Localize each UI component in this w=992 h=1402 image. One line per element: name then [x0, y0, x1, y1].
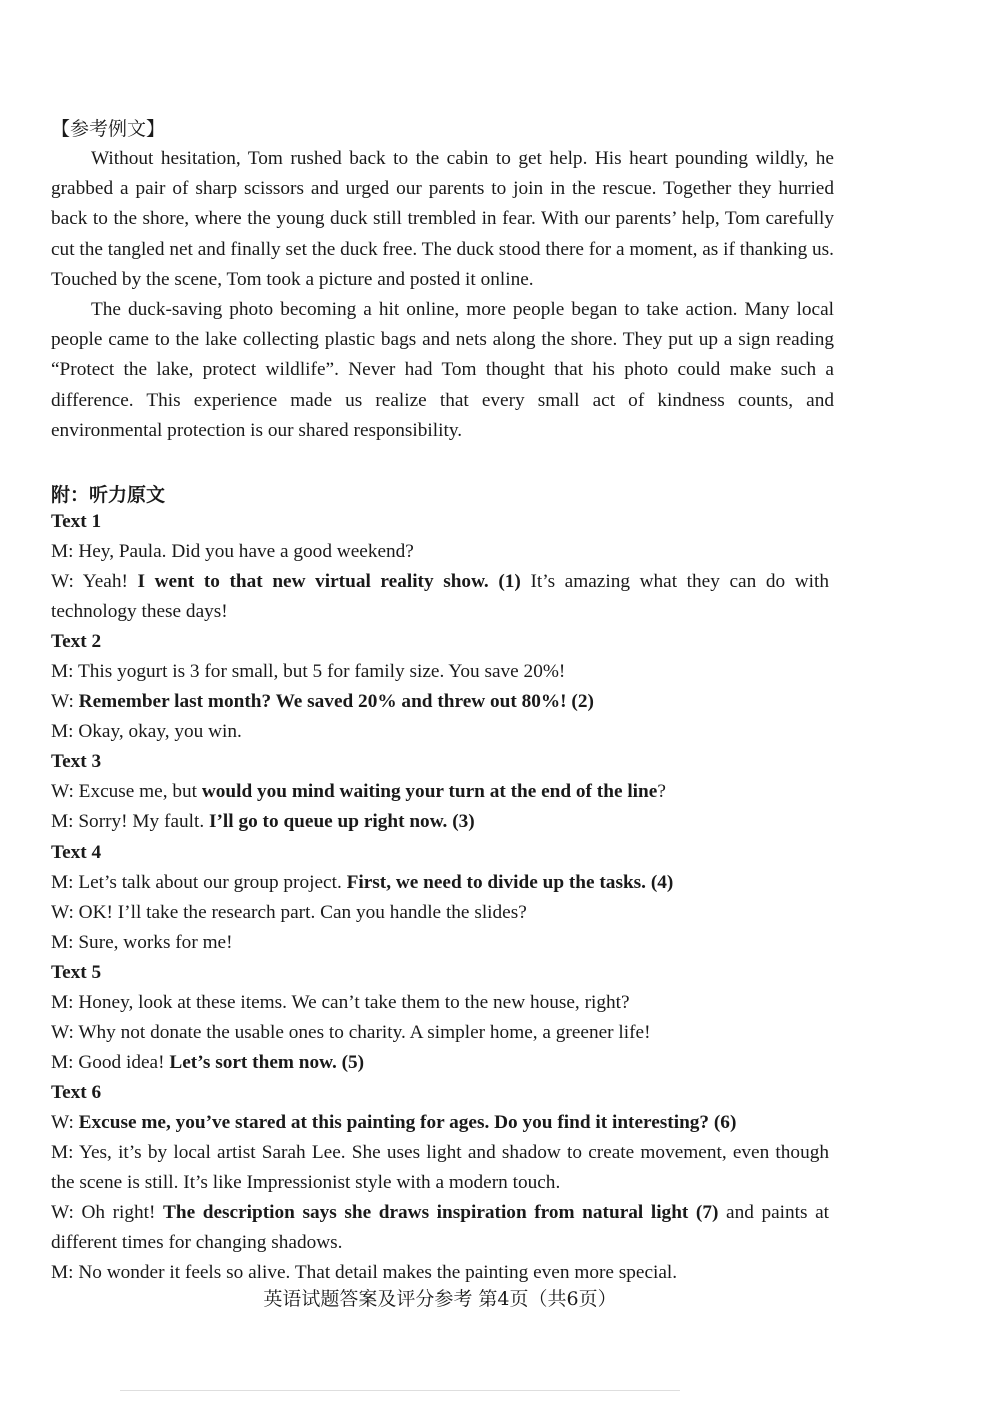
dialogue-line: [51, 868, 829, 898]
dialogue-line: [51, 898, 829, 928]
transcript-text-title: Text 1: [51, 511, 102, 532]
speaker-label: M:: [51, 931, 79, 953]
dialogue-line: [51, 657, 829, 687]
dialogue-text: ?: [657, 781, 666, 803]
speaker-label: M:: [51, 991, 79, 1013]
dialogue-text: Yeah!: [82, 571, 138, 593]
dialogue-line: [51, 1258, 829, 1288]
speaker-label: M:: [51, 721, 79, 743]
dialogue-text: Yes, it’s by local artist Sarah Lee. She uses light and shadow to create movement, even though the scene is still. It’s like Impressionist style with a modern touch.: [51, 1141, 829, 1194]
dialogue-text: Hey, Paula. Did you have a good weekend?: [78, 541, 414, 563]
answer-key-phrase: I’ll go to queue up right now. (3): [209, 811, 475, 833]
dialogue-line: [51, 687, 829, 717]
answer-key-phrase: Remember last month? We saved 20% and threw out 80%! (2): [78, 691, 594, 713]
speaker-label: M:: [51, 1051, 79, 1073]
answer-key-phrase: I went to that new virtual reality show. (1): [137, 571, 521, 593]
speaker-label: W:: [51, 781, 79, 803]
answer-key-phrase: First, we need to divide up the tasks. (4): [346, 871, 674, 893]
answer-key-phrase: would you mind waiting your turn at the end of the line: [201, 781, 658, 803]
model-essay: [51, 144, 834, 446]
answer-key-phrase: Excuse me, you’ve stared at this painting for ages. Do you find it interesting? (6): [78, 1111, 737, 1133]
dialogue-line: [51, 717, 829, 747]
dialogue-text: Honey, look at these items. We can’t take them to the new house, right?: [78, 991, 630, 1013]
speaker-label: M:: [51, 661, 78, 683]
dialogue-text: Good idea!: [78, 1051, 170, 1073]
dialogue-line: [51, 1198, 829, 1258]
dialogue-line: [51, 928, 829, 958]
speaker-label: W:: [51, 691, 79, 713]
essay-heading: 【参考例文】: [51, 118, 166, 140]
scan-edge-line: [120, 1390, 680, 1391]
dialogue-line: [51, 807, 829, 837]
transcript-text-title: Text 4: [51, 841, 102, 863]
speaker-label: M:: [51, 1141, 79, 1163]
speaker-label: W:: [51, 901, 79, 923]
speaker-label: M:: [51, 1262, 79, 1284]
speaker-label: W:: [51, 1202, 82, 1224]
speaker-label: M:: [51, 871, 79, 893]
dialogue-text: Excuse me, but: [78, 781, 202, 803]
dialogue-line: [51, 537, 829, 567]
answer-key-phrase: The description says she draws inspiration from natural light (7): [163, 1202, 719, 1224]
dialogue-text: No wonder it feels so alive. That detail makes the painting even more special.: [78, 1262, 678, 1284]
transcript-text-title: Text 6: [51, 1081, 102, 1103]
appendix-title: 附：听力原文: [51, 484, 166, 506]
dialogue-line: [51, 1048, 829, 1078]
dialogue-text: OK! I’ll take the research part. Can you handle the slides?: [78, 901, 527, 923]
essay-paragraph: Without hesitation, Tom rushed back to the cabin to get help. His heart pounding wildly, he grabbed a pair of sharp scissors and urged our parents to join in the rescue. Together they hurried back to the shore, where the young duck still trembled in fear. With our parents’ help, Tom carefully cut the tangled net and finally set the duck free. The duck stood there for a moment, as if thanking us. Touched by the scene, Tom took a picture and posted it online.: [51, 148, 834, 290]
speaker-label: W:: [51, 1021, 79, 1043]
dialogue-text: It’s amazing what they can do with technology these days!: [51, 571, 829, 623]
transcript-text-title: Text 5: [51, 961, 102, 983]
speaker-label: M:: [51, 811, 79, 833]
dialogue-line: [51, 1018, 829, 1048]
dialogue-text: Let’s talk about our group project.: [78, 871, 347, 893]
speaker-label: W:: [51, 571, 83, 593]
speaker-label: M:: [51, 541, 79, 563]
essay-paragraph: The duck-saving photo becoming a hit online, more people began to take action. Many local people came to the lake collecting plastic bags and nets along the shore. They put up a sign reading “Protect the lake, protect wildlife”. Never had Tom thought that his photo could make such a difference. This experience made us realize that every small act of kindness counts, and environmental protection is our shared responsibility.: [51, 299, 834, 441]
dialogue-text: Sure, works for me!: [78, 931, 233, 953]
dialogue-line: [51, 567, 829, 627]
dialogue-text: This yogurt is 3 for small, but 5 for family size. You save 20%!: [77, 661, 566, 683]
dialogue-line: [51, 1108, 829, 1138]
speaker-label: W:: [51, 1111, 79, 1133]
dialogue-line: [51, 1138, 829, 1198]
dialogue-line: [51, 777, 829, 807]
dialogue-line: [51, 988, 829, 1018]
dialogue-text: Okay, okay, you win.: [78, 721, 242, 743]
transcript-text-title: Text 3: [51, 751, 102, 773]
dialogue-text: Oh right!: [81, 1202, 164, 1224]
dialogue-text: and paints at different times for changing shadows.: [51, 1202, 830, 1254]
page-footer: 英语试题答案及评分参考 第4页（共6页）: [263, 1288, 617, 1310]
answer-key-phrase: Let’s sort them now. (5): [169, 1051, 365, 1073]
transcript-text-title: Text 2: [51, 631, 102, 653]
dialogue-text: Sorry! My fault.: [78, 811, 209, 833]
listening-transcript: [51, 507, 829, 1288]
dialogue-text: Why not donate the usable ones to charity. A simpler home, a greener life!: [78, 1021, 651, 1043]
